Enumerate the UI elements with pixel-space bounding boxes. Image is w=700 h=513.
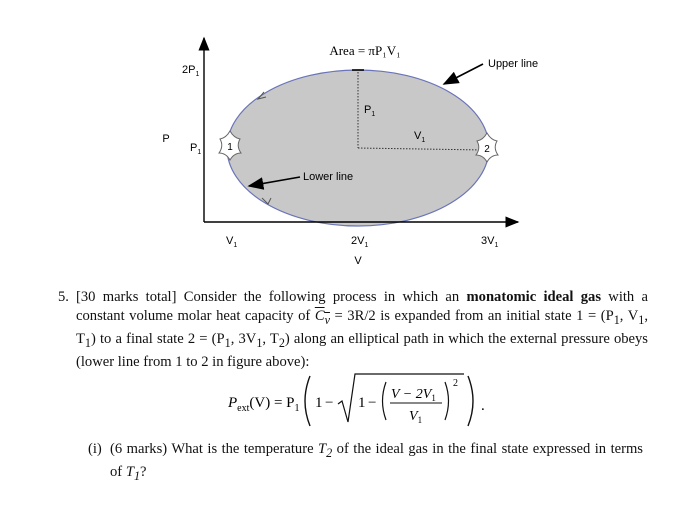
- svg-text:1: 1: [315, 395, 323, 411]
- svg-text:Pext(V) = P1: $P_{ext}(V) = P_1$: [228, 395, 300, 414]
- part-text: (6 marks) What is the temperature $T_2$ of the ideal gas in the final state expressed in terms of $T_1$?: [110, 441, 643, 483]
- svg-text:−: −: [368, 395, 377, 411]
- svg-text:1: 1: [358, 395, 366, 411]
- state-2-label: 2: [484, 144, 490, 155]
- svg-text:−: −: [325, 395, 334, 411]
- problem-5: [58, 288, 648, 372]
- x-tick-2v1: $2V_1$: [351, 235, 369, 249]
- x-tick-v1: $V_1$: [226, 235, 238, 249]
- y-tick-p1: $P_1$: [190, 142, 202, 156]
- cv-symbol: $C_v$: [314, 308, 330, 327]
- svg-text:V1: $V_1$: [409, 409, 423, 425]
- part-number: (i): [88, 441, 102, 457]
- y-tick-2p1: $2P_1$: [182, 64, 200, 78]
- part-i: [88, 440, 643, 486]
- bold-gas-type: monatomic ideal gas: [466, 289, 602, 305]
- problem-number: 5.: [58, 289, 69, 305]
- svg-text:V − 2V1: $V - 2V_1$: [391, 387, 436, 403]
- svg-text:2: 2: [453, 378, 458, 389]
- lower-line-label: Lower line: [303, 171, 354, 183]
- pressure-formula: [228, 370, 488, 430]
- semi-axis-v-label: $V_1$: [414, 130, 426, 144]
- semi-axis-p-label: $P_1$: [364, 104, 376, 118]
- area-label: Area = πP₁V₁: [329, 43, 401, 58]
- x-tick-3v1: $3V_1$: [481, 235, 499, 249]
- upper-line-arrow: [444, 64, 483, 84]
- state-1-label: 1: [227, 142, 233, 153]
- y-axis-label: P: [162, 133, 170, 145]
- upper-line-label: Upper line: [488, 58, 539, 70]
- svg-text:.: .: [481, 398, 485, 414]
- problem-text: [30 marks total] Consider the following process in which an monatomic ideal gas with a constant volume molar heat capacity of $C_v = 3R/2$ is expanded from an initial state $1 = (P_1$, $V_1$, $T_1$) to a final state $2 = (P_1$, $3V_1$, $T_2$) along an elliptical path in which the external pressure obeys (lower line from 1 to 2 in figure above):: [76, 289, 648, 370]
- x-axis-label: V: [354, 255, 362, 267]
